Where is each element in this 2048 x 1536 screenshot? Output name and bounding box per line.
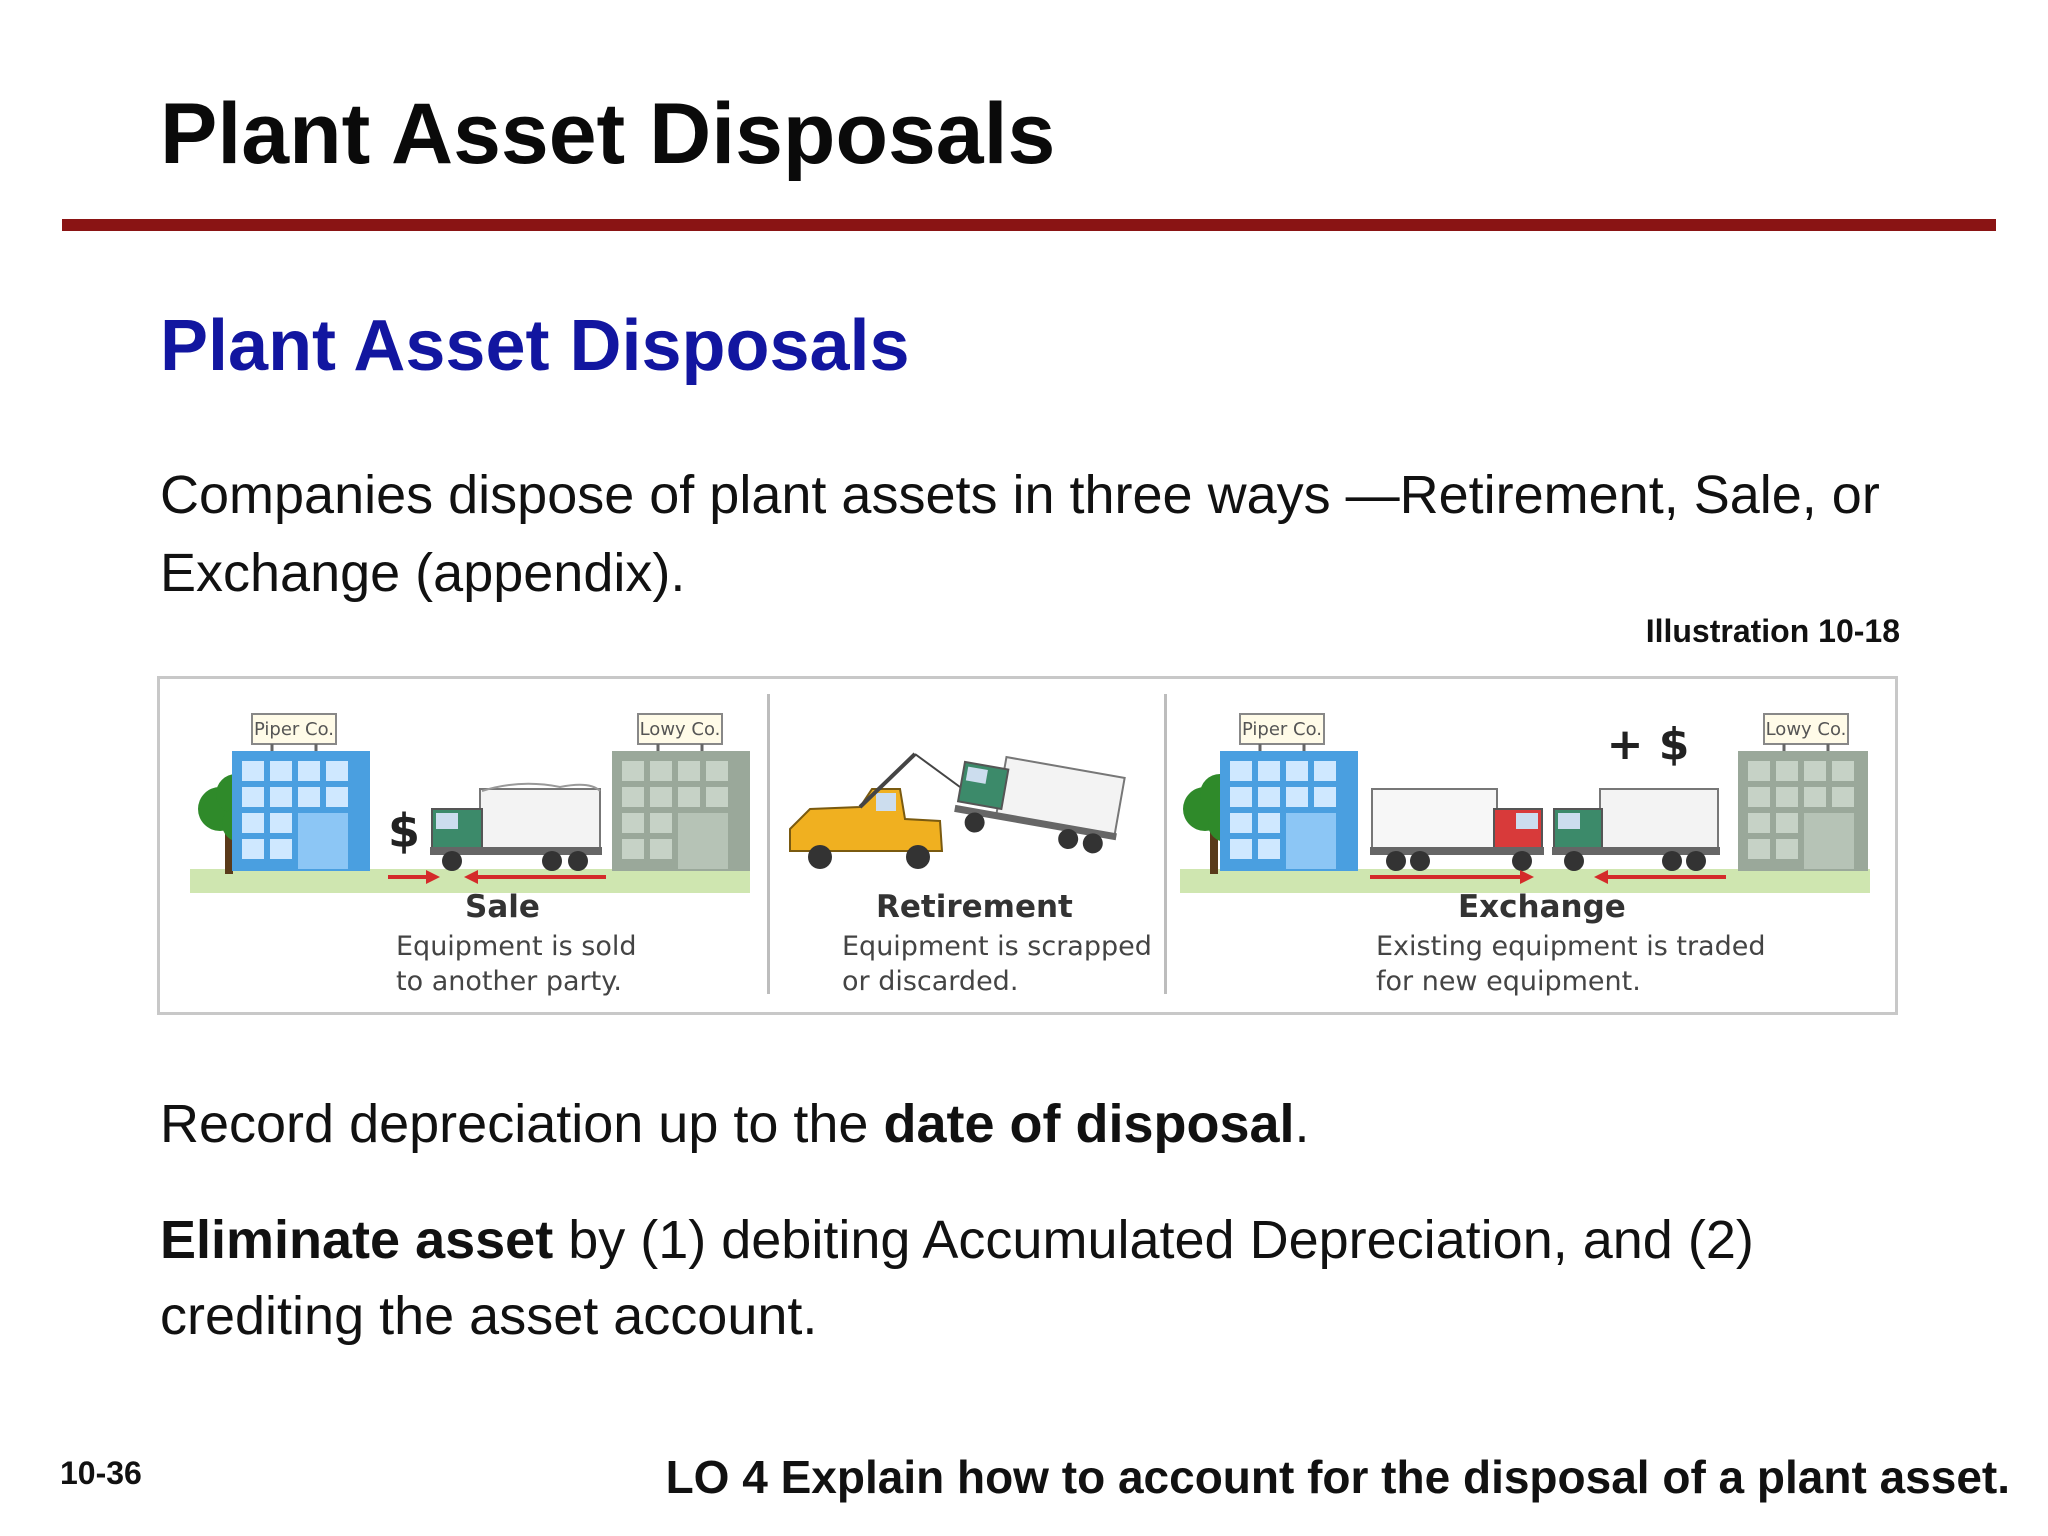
retirement-desc-line: or discarded. — [842, 966, 1019, 997]
piper-building-icon — [1220, 714, 1358, 871]
sale-desc-line: Equipment is sold — [396, 931, 637, 962]
exchange-desc-line: for new equipment. — [1376, 966, 1641, 997]
record-prefix: Record depreciation up to the — [160, 1094, 884, 1154]
scrapped-truck-icon — [951, 750, 1126, 857]
sale-title: Sale — [465, 889, 540, 925]
panel-divider — [1164, 694, 1167, 994]
exchange-desc-line: Existing equipment is traded — [1376, 931, 1766, 962]
exchange-description — [1376, 929, 1766, 999]
lowy-building-icon — [1738, 714, 1868, 871]
record-emphasis: date of disposal — [883, 1094, 1295, 1154]
section-heading: Plant Asset Disposals — [160, 306, 910, 386]
eliminate-asset-text — [160, 1202, 1960, 1354]
lowy-sign: Lowy Co. — [639, 719, 721, 740]
piper-sign: Piper Co. — [253, 719, 335, 740]
lowy-building-icon — [612, 714, 750, 871]
new-truck-icon — [1370, 789, 1544, 871]
intro-text: Companies dispose of plant assets in three ways —Retirement, Sale, or Exchange (appendix). — [160, 465, 1880, 603]
lowy-sign: Lowy Co. — [1765, 719, 1847, 740]
tow-truck-icon — [790, 754, 960, 869]
record-suffix: . — [1294, 1094, 1310, 1154]
sale-desc-line: to another party. — [396, 966, 622, 997]
exchange-title: Exchange — [1458, 889, 1626, 925]
old-truck-icon — [1552, 789, 1720, 871]
money-icon: + $ — [1606, 719, 1690, 770]
eliminate-rest: by (1) debiting Accumulated Depreciation, and (2) crediting the asset account. — [160, 1210, 1754, 1346]
eliminate-emphasis: Eliminate asset — [160, 1210, 554, 1270]
slide-title: Plant Asset Disposals — [160, 86, 1056, 182]
panel-divider — [767, 694, 770, 994]
money-icon: $ — [387, 804, 421, 858]
title-divider — [62, 219, 1996, 231]
learning-objective-footer: LO 4 Explain how to account for the disposal of a plant asset. — [665, 1451, 2010, 1503]
page-number: 10-36 — [60, 1455, 142, 1491]
illustration-label: Illustration 10-18 — [1645, 613, 1900, 649]
piper-sign: Piper Co. — [1241, 719, 1323, 740]
record-depreciation-text — [160, 1093, 1310, 1155]
disposal-illustration — [157, 676, 1898, 1015]
retirement-desc-line: Equipment is scrapped — [842, 931, 1152, 962]
retirement-description — [842, 929, 1152, 999]
sale-description — [396, 929, 637, 999]
truck-icon — [430, 784, 602, 871]
piper-building-icon — [232, 714, 370, 871]
retirement-title: Retirement — [876, 889, 1073, 925]
